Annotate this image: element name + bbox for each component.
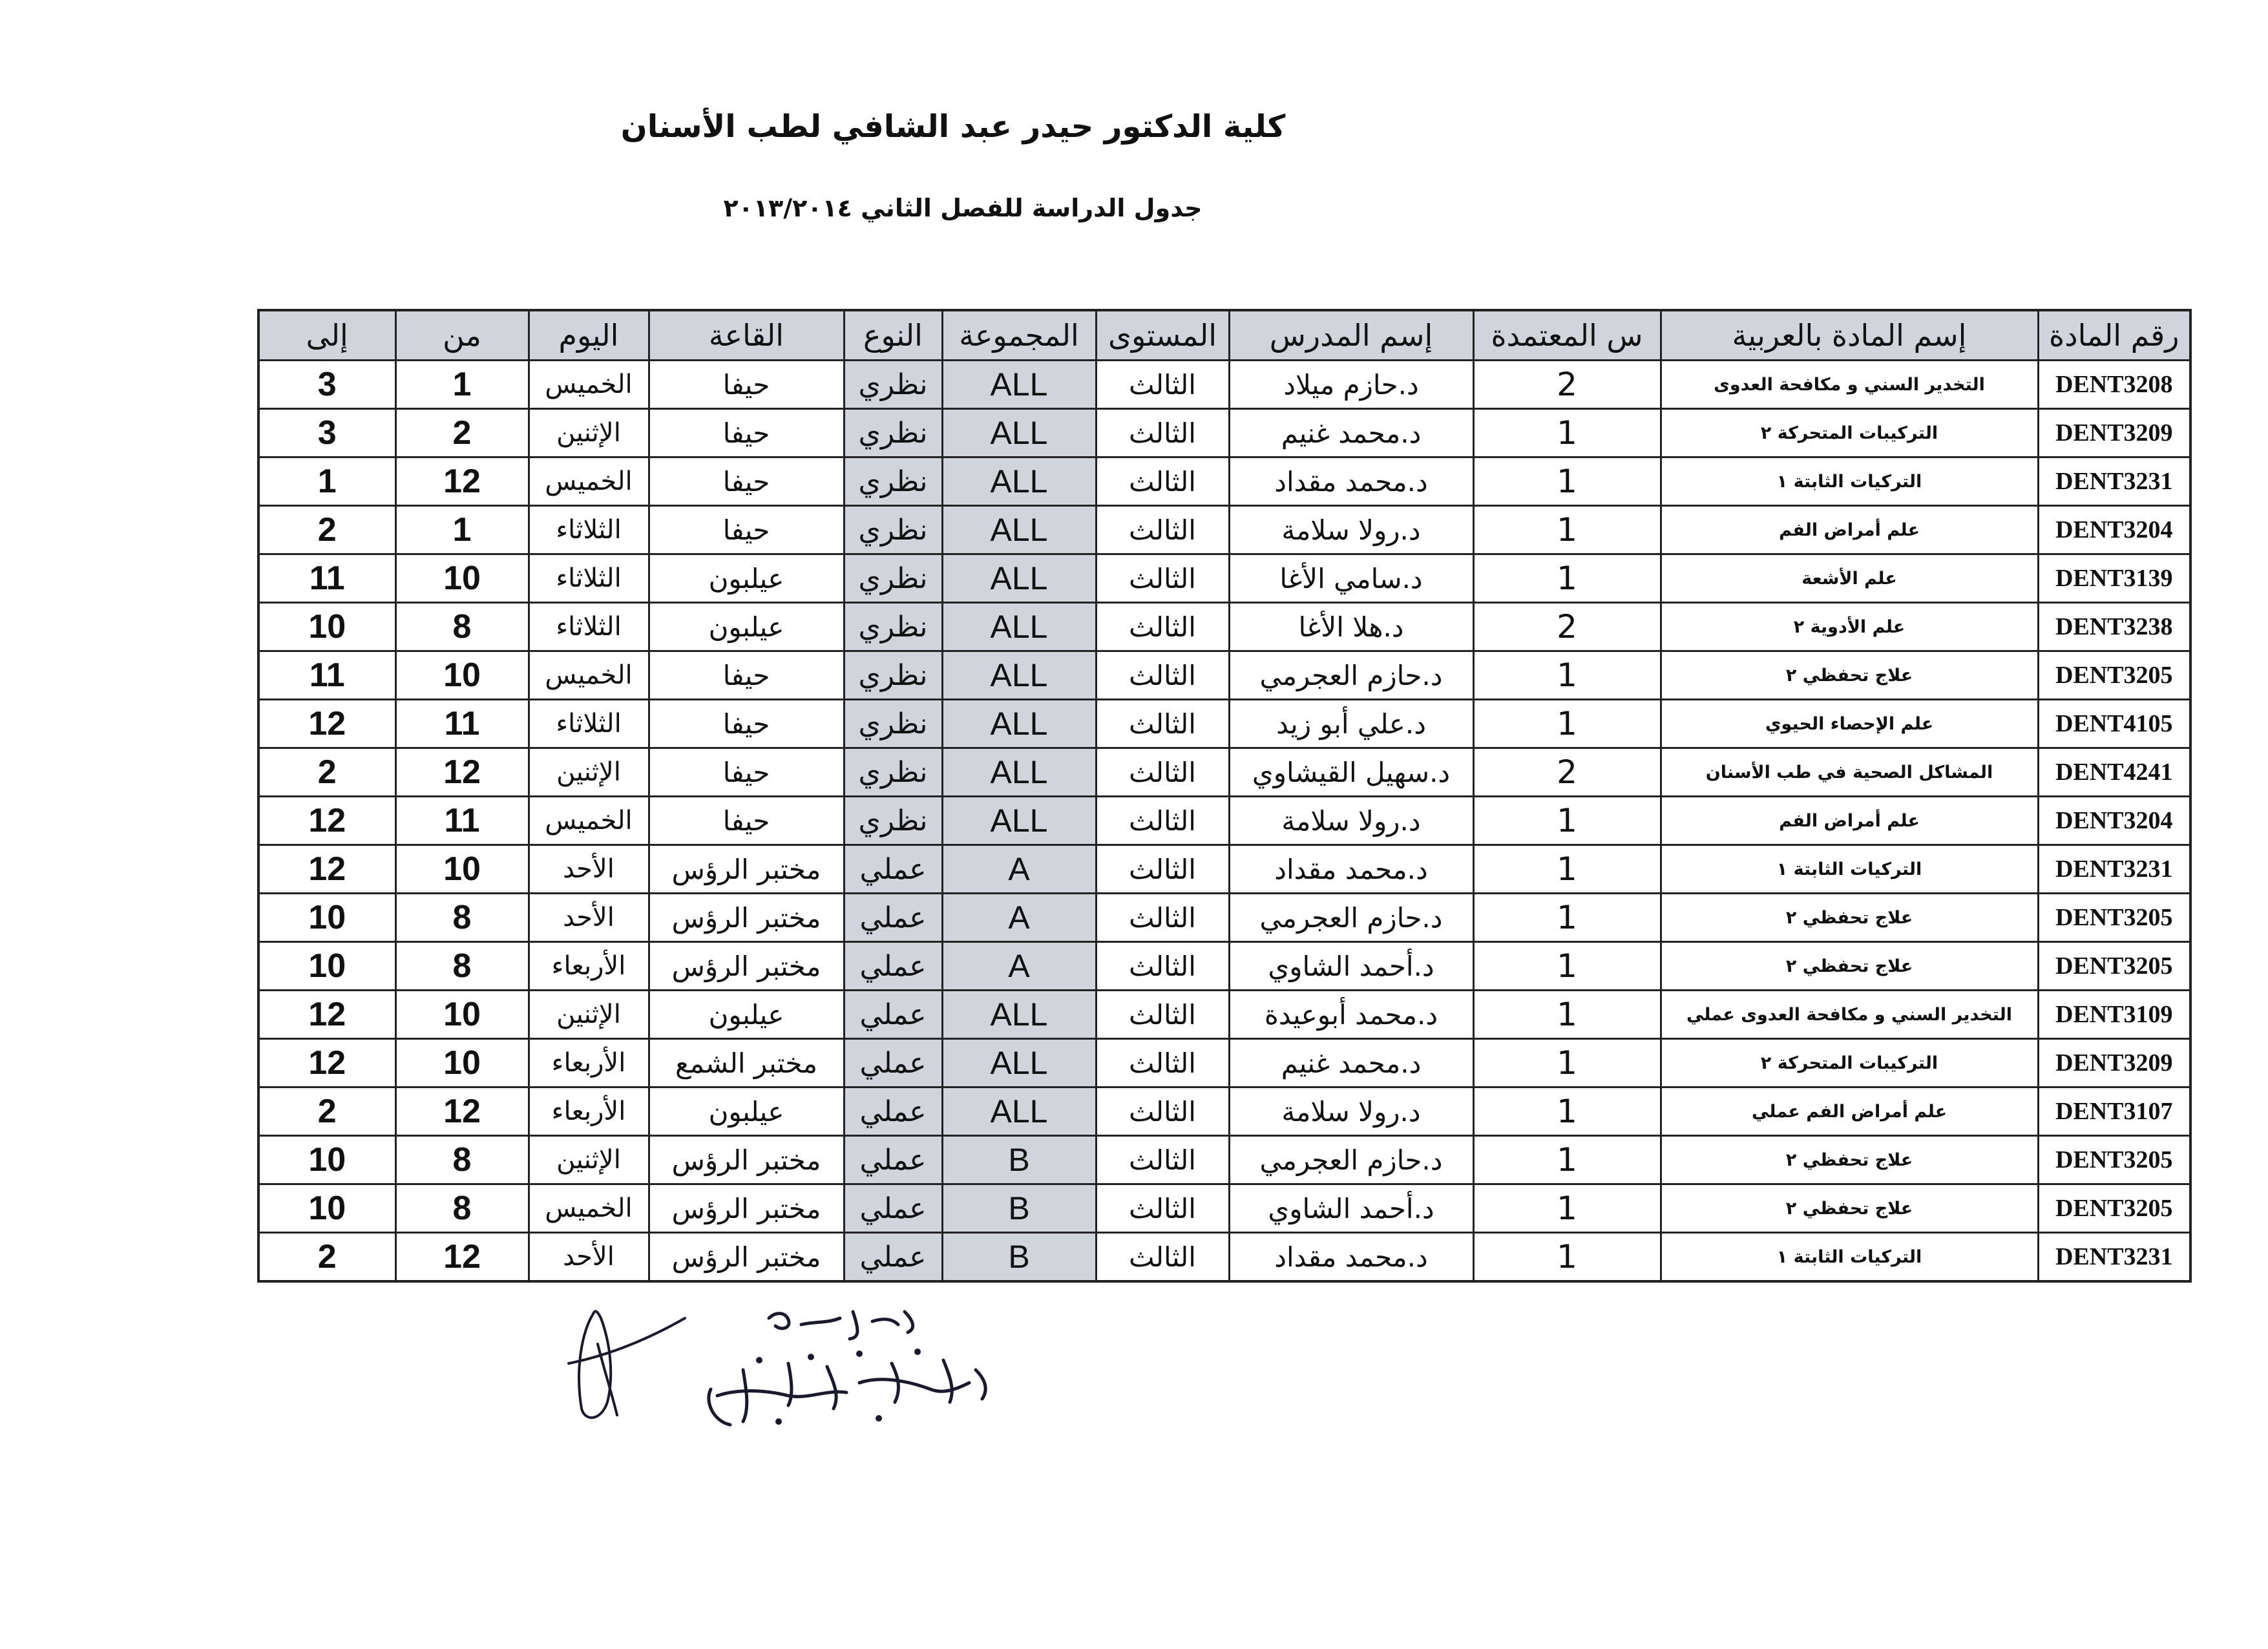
table-row — [258, 1233, 2190, 1282]
cell-level: الثالث — [1096, 603, 1229, 651]
cell-level: الثالث — [1096, 1087, 1229, 1136]
cell-type: عملي — [844, 1136, 942, 1184]
table-row — [258, 1136, 2190, 1184]
cell-from: 8 — [395, 1136, 529, 1184]
cell-type: نظري — [844, 361, 942, 409]
cell-from: 11 — [395, 797, 529, 845]
cell-level: الثالث — [1096, 1136, 1229, 1184]
table-row — [258, 554, 2190, 603]
cell-from: 8 — [395, 894, 529, 942]
table-row — [258, 894, 2190, 942]
cell-from: 12 — [395, 457, 529, 506]
cell-group: ALL — [942, 748, 1096, 797]
cell-to: 2 — [258, 1087, 395, 1136]
cell-to: 10 — [258, 603, 395, 651]
cell-course-name: التركيبات المتحركة ٢ — [1661, 409, 2038, 457]
cell-to: 12 — [258, 991, 395, 1039]
cell-course-name: التركيبات المتحركة ٢ — [1661, 1039, 2038, 1087]
cell-day: الأحد — [529, 845, 649, 894]
table-row — [258, 603, 2190, 651]
table-row — [258, 457, 2190, 506]
cell-day: الثلاثاء — [529, 506, 649, 554]
cell-from: 1 — [395, 361, 529, 409]
cell-group: ALL — [942, 1039, 1096, 1087]
table-row — [258, 845, 2190, 894]
table-row — [258, 748, 2190, 797]
cell-course-code: DENT3205 — [2038, 651, 2190, 700]
table-row — [258, 361, 2190, 409]
cell-to: 10 — [258, 1136, 395, 1184]
cell-course-code: DENT3231 — [2038, 1233, 2190, 1282]
cell-course-name: التركيات الثابتة ١ — [1661, 845, 2038, 894]
column-header-from: من — [395, 310, 529, 361]
cell-credit-hours: 1 — [1473, 1136, 1661, 1184]
cell-level: الثالث — [1096, 700, 1229, 748]
cell-to: 1 — [258, 457, 395, 506]
cell-level: الثالث — [1096, 651, 1229, 700]
table-row — [258, 942, 2190, 991]
cell-type: نظري — [844, 797, 942, 845]
cell-level: الثالث — [1096, 1039, 1229, 1087]
column-header-type: النوع — [844, 310, 942, 361]
table-row — [258, 797, 2190, 845]
cell-from: 2 — [395, 409, 529, 457]
cell-group: B — [942, 1233, 1096, 1282]
cell-group: A — [942, 845, 1096, 894]
column-header-level: المستوى — [1096, 310, 1229, 361]
cell-to: 11 — [258, 554, 395, 603]
cell-type: نظري — [844, 700, 942, 748]
page-title: كلية الدكتور حيدر عبد الشافي لطب الأسنان — [620, 109, 1286, 145]
cell-level: الثالث — [1096, 506, 1229, 554]
cell-group: A — [942, 942, 1096, 991]
table-row — [258, 700, 2190, 748]
cell-course-code: DENT3204 — [2038, 506, 2190, 554]
column-header-course-code: رقم المادة — [2038, 310, 2190, 361]
cell-day: الأربعاء — [529, 942, 649, 991]
cell-hall: مختبر الرؤس — [649, 1184, 844, 1233]
cell-group: ALL — [942, 457, 1096, 506]
cell-course-name: علاج تحفظي ٢ — [1661, 1184, 2038, 1233]
column-header-credit-hours: س المعتمدة — [1473, 310, 1661, 361]
cell-teacher: د.سامي الأغا — [1229, 554, 1473, 603]
cell-type: نظري — [844, 457, 942, 506]
table-body — [258, 361, 2190, 1282]
cell-type: عملي — [844, 894, 942, 942]
cell-day: الإثنين — [529, 748, 649, 797]
cell-course-name: التخدير السني و مكافحة العدوى — [1661, 361, 2038, 409]
cell-to: 2 — [258, 1233, 395, 1282]
cell-group: ALL — [942, 651, 1096, 700]
column-header-hall: القاعة — [649, 310, 844, 361]
cell-credit-hours: 2 — [1473, 748, 1661, 797]
cell-level: الثالث — [1096, 1233, 1229, 1282]
cell-course-code: DENT3107 — [2038, 1087, 2190, 1136]
cell-to: 12 — [258, 797, 395, 845]
cell-type: عملي — [844, 845, 942, 894]
cell-teacher: د.حازم العجرمي — [1229, 894, 1473, 942]
cell-teacher: د.محمد أبوعيدة — [1229, 991, 1473, 1039]
cell-type: نظري — [844, 748, 942, 797]
cell-day: الثلاثاء — [529, 700, 649, 748]
cell-type: عملي — [844, 1039, 942, 1087]
cell-level: الثالث — [1096, 797, 1229, 845]
cell-from: 1 — [395, 506, 529, 554]
cell-type: عملي — [844, 1184, 942, 1233]
cell-course-name: التركيات الثابتة ١ — [1661, 1233, 2038, 1282]
cell-credit-hours: 1 — [1473, 894, 1661, 942]
cell-hall: عيلبون — [649, 1087, 844, 1136]
cell-type: عملي — [844, 942, 942, 991]
cell-hall: حيفا — [649, 651, 844, 700]
cell-hall: مختبر الرؤس — [649, 894, 844, 942]
cell-credit-hours: 1 — [1473, 797, 1661, 845]
column-header-day: اليوم — [529, 310, 649, 361]
cell-type: نظري — [844, 651, 942, 700]
cell-from: 10 — [395, 845, 529, 894]
cell-course-code: DENT3231 — [2038, 457, 2190, 506]
cell-day: الثلاثاء — [529, 554, 649, 603]
cell-course-name: علم الأشعة — [1661, 554, 2038, 603]
cell-course-name: المشاكل الصحية في طب الأسنان — [1661, 748, 2038, 797]
cell-hall: حيفا — [649, 506, 844, 554]
cell-type: نظري — [844, 506, 942, 554]
cell-group: B — [942, 1136, 1096, 1184]
cell-to: 10 — [258, 894, 395, 942]
table-row — [258, 991, 2190, 1039]
cell-course-name: علاج تحفظي ٢ — [1661, 942, 2038, 991]
cell-from: 12 — [395, 1233, 529, 1282]
cell-credit-hours: 1 — [1473, 700, 1661, 748]
cell-hall: مختبر الرؤس — [649, 942, 844, 991]
cell-course-code: DENT3208 — [2038, 361, 2190, 409]
cell-hall: عيلبون — [649, 603, 844, 651]
cell-course-code: DENT3205 — [2038, 1184, 2190, 1233]
cell-course-name: علاج تحفظي ٢ — [1661, 1136, 2038, 1184]
cell-from: 12 — [395, 748, 529, 797]
cell-from: 10 — [395, 991, 529, 1039]
column-header-course-name: إسم المادة بالعربية — [1661, 310, 2038, 361]
table-row — [258, 1087, 2190, 1136]
cell-day: الخميس — [529, 361, 649, 409]
cell-teacher: د.أحمد الشاوي — [1229, 1184, 1473, 1233]
cell-type: عملي — [844, 1233, 942, 1282]
cell-from: 10 — [395, 1039, 529, 1087]
cell-teacher: د.حازم العجرمي — [1229, 1136, 1473, 1184]
cell-day: الإثنين — [529, 409, 649, 457]
cell-course-name: علم الأدوية ٢ — [1661, 603, 2038, 651]
cell-group: ALL — [942, 603, 1096, 651]
cell-from: 11 — [395, 700, 529, 748]
signature — [556, 1292, 1021, 1460]
cell-day: الخميس — [529, 797, 649, 845]
table-row — [258, 651, 2190, 700]
cell-to: 12 — [258, 1039, 395, 1087]
cell-course-code: DENT4241 — [2038, 748, 2190, 797]
cell-to: 3 — [258, 361, 395, 409]
cell-level: الثالث — [1096, 457, 1229, 506]
cell-group: ALL — [942, 554, 1096, 603]
cell-day: الإثنين — [529, 1136, 649, 1184]
cell-course-code: DENT3204 — [2038, 797, 2190, 845]
cell-hall: مختبر الشمع — [649, 1039, 844, 1087]
cell-course-code: DENT3205 — [2038, 942, 2190, 991]
cell-day: الخميس — [529, 1184, 649, 1233]
column-header-group: المجموعة — [942, 310, 1096, 361]
cell-to: 3 — [258, 409, 395, 457]
cell-hall: مختبر الرؤس — [649, 845, 844, 894]
cell-group: B — [942, 1184, 1096, 1233]
cell-from: 8 — [395, 603, 529, 651]
cell-to: 10 — [258, 942, 395, 991]
cell-level: الثالث — [1096, 1184, 1229, 1233]
cell-group: ALL — [942, 991, 1096, 1039]
cell-course-name: علاج تحفظي ٢ — [1661, 894, 2038, 942]
cell-teacher: د.سهيل القيشاوي — [1229, 748, 1473, 797]
cell-hall: حيفا — [649, 797, 844, 845]
cell-day: الأحد — [529, 1233, 649, 1282]
table-row — [258, 1184, 2190, 1233]
cell-credit-hours: 1 — [1473, 457, 1661, 506]
cell-hall: حيفا — [649, 361, 844, 409]
cell-type: نظري — [844, 603, 942, 651]
cell-to: 10 — [258, 1184, 395, 1233]
cell-teacher: د.رولا سلامة — [1229, 1087, 1473, 1136]
cell-hall: عيلبون — [649, 991, 844, 1039]
cell-hall: حيفا — [649, 748, 844, 797]
cell-day: الخميس — [529, 457, 649, 506]
cell-teacher: د.علي أبو زيد — [1229, 700, 1473, 748]
cell-type: نظري — [844, 409, 942, 457]
cell-level: الثالث — [1096, 409, 1229, 457]
cell-course-name: علاج تحفظي ٢ — [1661, 651, 2038, 700]
cell-level: الثالث — [1096, 942, 1229, 991]
cell-hall: حيفا — [649, 457, 844, 506]
cell-from: 8 — [395, 1184, 529, 1233]
cell-teacher: د.محمد غنيم — [1229, 1039, 1473, 1087]
cell-course-code: DENT3209 — [2038, 409, 2190, 457]
cell-to: 11 — [258, 651, 395, 700]
cell-from: 10 — [395, 554, 529, 603]
cell-course-code: DENT4105 — [2038, 700, 2190, 748]
cell-level: الثالث — [1096, 845, 1229, 894]
cell-level: الثالث — [1096, 991, 1229, 1039]
handwritten-signature — [556, 1292, 1021, 1460]
cell-group: ALL — [942, 361, 1096, 409]
cell-teacher: د.حازم العجرمي — [1229, 651, 1473, 700]
table-row — [258, 506, 2190, 554]
cell-level: الثالث — [1096, 361, 1229, 409]
column-header-teacher: إسم المدرس — [1229, 310, 1473, 361]
cell-course-name: التركيات الثابتة ١ — [1661, 457, 2038, 506]
cell-credit-hours: 1 — [1473, 1233, 1661, 1282]
cell-course-name: علم الإحصاء الحيوي — [1661, 700, 2038, 748]
cell-group: A — [942, 894, 1096, 942]
cell-course-code: DENT3231 — [2038, 845, 2190, 894]
cell-course-code: DENT3209 — [2038, 1039, 2190, 1087]
cell-course-code: DENT3205 — [2038, 1136, 2190, 1184]
cell-credit-hours: 1 — [1473, 506, 1661, 554]
cell-group: ALL — [942, 797, 1096, 845]
cell-group: ALL — [942, 700, 1096, 748]
cell-credit-hours: 1 — [1473, 554, 1661, 603]
cell-from: 10 — [395, 651, 529, 700]
cell-teacher: د.رولا سلامة — [1229, 797, 1473, 845]
cell-to: 2 — [258, 506, 395, 554]
cell-day: الأربعاء — [529, 1087, 649, 1136]
cell-level: الثالث — [1096, 894, 1229, 942]
cell-credit-hours: 1 — [1473, 991, 1661, 1039]
cell-type: نظري — [844, 554, 942, 603]
table-row — [258, 1039, 2190, 1087]
cell-group: ALL — [942, 1087, 1096, 1136]
cell-credit-hours: 1 — [1473, 409, 1661, 457]
cell-teacher: د.حازم ميلاد — [1229, 361, 1473, 409]
cell-day: الأربعاء — [529, 1039, 649, 1087]
cell-from: 12 — [395, 1087, 529, 1136]
column-header-to: إلى — [258, 310, 395, 361]
cell-teacher: د.محمد مقداد — [1229, 845, 1473, 894]
cell-level: الثالث — [1096, 748, 1229, 797]
cell-hall: مختبر الرؤس — [649, 1233, 844, 1282]
cell-group: ALL — [942, 409, 1096, 457]
table-header-row — [258, 310, 2190, 361]
cell-hall: حيفا — [649, 409, 844, 457]
cell-group: ALL — [942, 506, 1096, 554]
cell-to: 2 — [258, 748, 395, 797]
cell-course-code: DENT3238 — [2038, 603, 2190, 651]
cell-credit-hours: 1 — [1473, 1039, 1661, 1087]
table-row — [258, 409, 2190, 457]
cell-course-name: التخدير السني و مكافحة العدوى عملي — [1661, 991, 2038, 1039]
cell-teacher: د.هلا الأغا — [1229, 603, 1473, 651]
cell-type: عملي — [844, 1087, 942, 1136]
cell-hall: حيفا — [649, 700, 844, 748]
cell-day: الخميس — [529, 651, 649, 700]
cell-day: الثلاثاء — [529, 603, 649, 651]
cell-to: 12 — [258, 845, 395, 894]
cell-course-name: علم أمراض الفم — [1661, 506, 2038, 554]
cell-teacher: د.محمد غنيم — [1229, 409, 1473, 457]
cell-teacher: د.أحمد الشاوي — [1229, 942, 1473, 991]
page-subtitle: جدول الدراسة للفصل الثاني ٢٠١٣/٢٠١٤ — [723, 194, 1202, 222]
cell-type: عملي — [844, 991, 942, 1039]
cell-from: 8 — [395, 942, 529, 991]
cell-credit-hours: 1 — [1473, 845, 1661, 894]
cell-course-name: علم أمراض الفم — [1661, 797, 2038, 845]
cell-course-code: DENT3205 — [2038, 894, 2190, 942]
cell-teacher: د.رولا سلامة — [1229, 506, 1473, 554]
cell-hall: عيلبون — [649, 554, 844, 603]
schedule-table — [257, 309, 2192, 1283]
cell-level: الثالث — [1096, 554, 1229, 603]
cell-course-code: DENT3109 — [2038, 991, 2190, 1039]
cell-credit-hours: 1 — [1473, 1087, 1661, 1136]
cell-credit-hours: 1 — [1473, 1184, 1661, 1233]
cell-course-code: DENT3139 — [2038, 554, 2190, 603]
cell-course-name: علم أمراض الفم عملي — [1661, 1087, 2038, 1136]
cell-day: الإثنين — [529, 991, 649, 1039]
cell-credit-hours: 1 — [1473, 651, 1661, 700]
cell-teacher: د.محمد مقداد — [1229, 1233, 1473, 1282]
cell-credit-hours: 1 — [1473, 942, 1661, 991]
cell-credit-hours: 2 — [1473, 361, 1661, 409]
cell-teacher: د.محمد مقداد — [1229, 457, 1473, 506]
cell-credit-hours: 2 — [1473, 603, 1661, 651]
cell-day: الأحد — [529, 894, 649, 942]
cell-to: 12 — [258, 700, 395, 748]
cell-hall: مختبر الرؤس — [649, 1136, 844, 1184]
